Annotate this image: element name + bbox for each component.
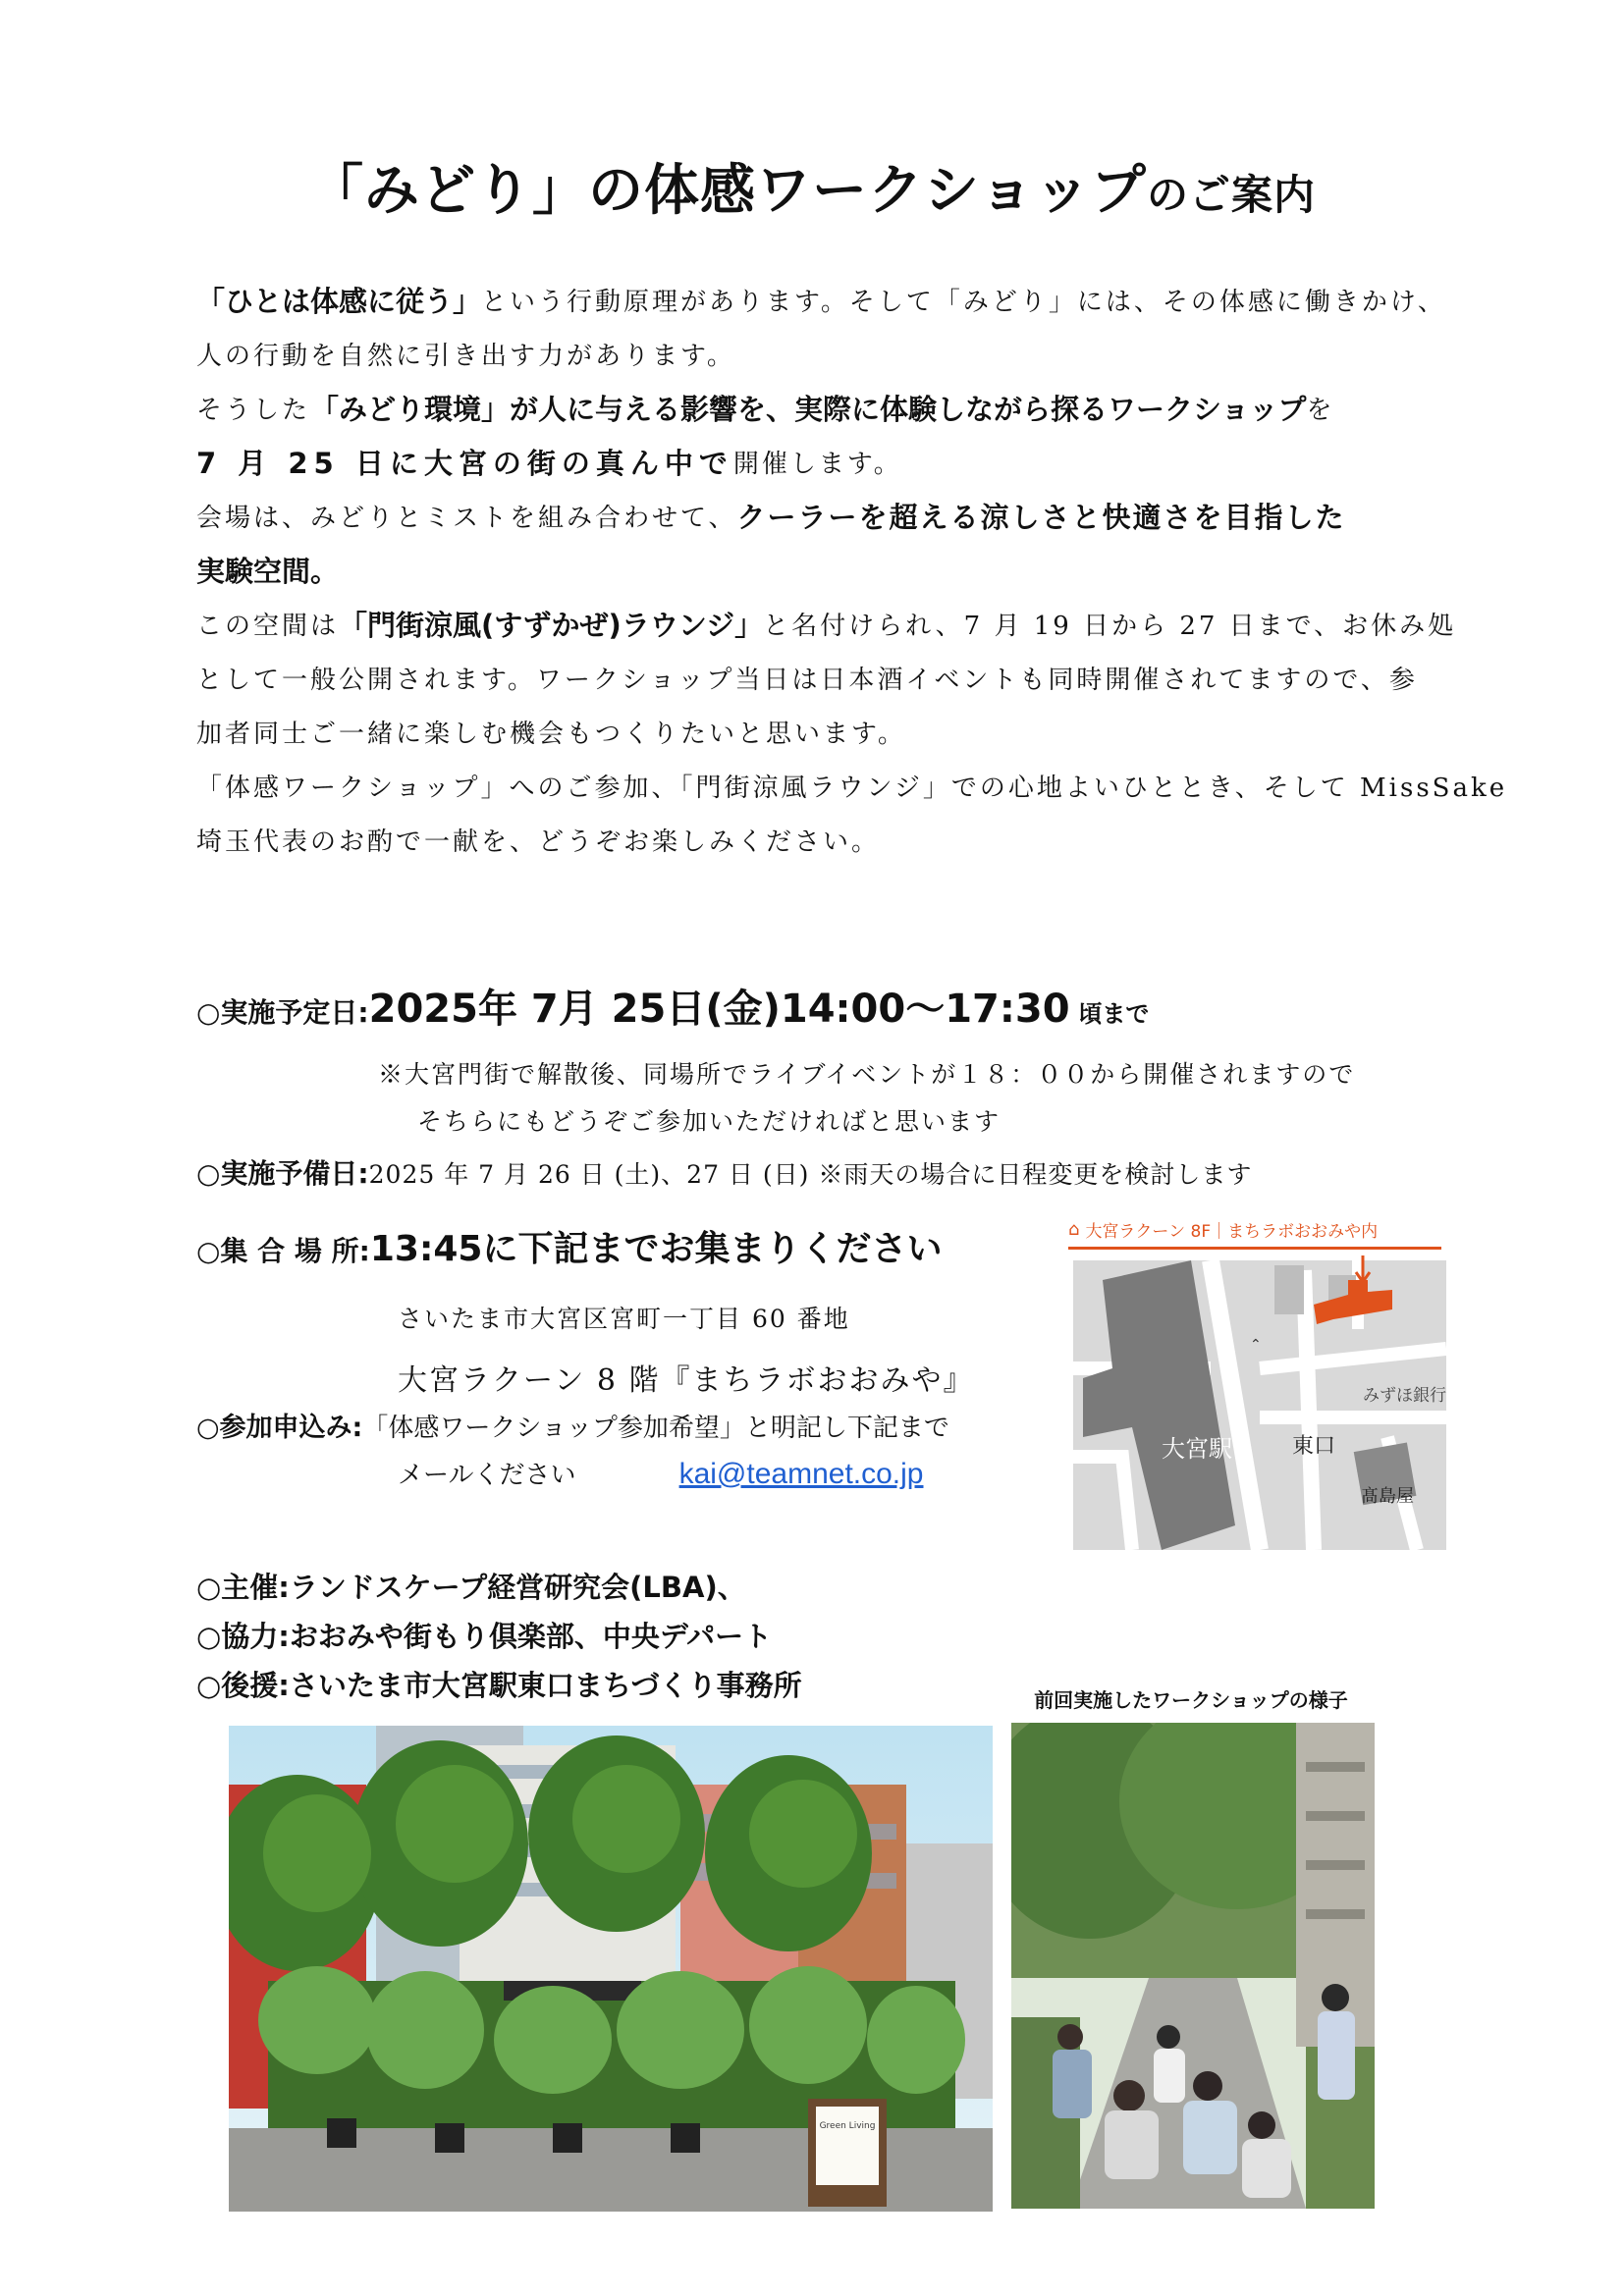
workshop-illustration [1011, 1723, 1375, 2209]
email-link[interactable]: kai@teamnet.co.jp [678, 1458, 924, 1490]
pin-icon: ⌂ [1068, 1218, 1080, 1240]
apply-value: 「体感ワークショップ参加希望」と明記し下記まで [362, 1414, 949, 1443]
apply-row [196, 1406, 949, 1444]
credit-host: ○主催:ランドスケープ経営研究会(LBA)、 [196, 1571, 746, 1604]
backup-label: ○実施予備日: [196, 1157, 369, 1190]
photo-caption: 前回実施したワークショップの様子 [1034, 1688, 1348, 1712]
lounge-illustration [229, 1726, 993, 2212]
event-note: そちらにもどうぞご参加いただければと思います [417, 1107, 1001, 1136]
meet-value: 13:45に下記までお集まりください [369, 1229, 943, 1269]
title-suffix: のご案内 [1146, 171, 1316, 219]
map-header [1068, 1211, 1441, 1250]
intro-emphasis: クーラーを超える涼しさと快適さを目指した [736, 501, 1346, 534]
backup-value: 2025 年 7 月 26 日 (土)、27 日 (日) ※雨天の場合に日程変更を検討します [368, 1160, 1253, 1189]
map-exit-label: 東口 [1292, 1434, 1336, 1459]
intro-emphasis: 7 月 25 日に大宮の街の真ん中で [196, 447, 733, 480]
apply-label: ○参加申込み: [196, 1413, 363, 1443]
map-bank-label: みずほ銀行 [1363, 1386, 1446, 1406]
intro-text-span: この空間は [196, 611, 340, 641]
intro-line [196, 761, 1508, 815]
intro-line [196, 599, 1457, 653]
address: さいたま市大宮区宮町一丁目 60 番地 [398, 1305, 850, 1333]
title-main: 「みどり」の体感ワークショップ [308, 159, 1147, 223]
date-value: 2025年 7月 25日(金)14:00～17:30 [368, 987, 1070, 1032]
map-station-label: 大宮駅 [1162, 1435, 1232, 1463]
page-title [0, 147, 1624, 226]
intro-line [196, 815, 1443, 869]
intro-text-span: 会場は、みどりとミストを組み合わせて、 [196, 503, 737, 533]
lounge-photo [229, 1726, 993, 2212]
intro-text-span: そうした [196, 395, 311, 425]
intro-emphasis: 「ひとは体感に従う」 [196, 285, 482, 318]
intro-line [196, 545, 1443, 599]
intro-text-span: を [1306, 395, 1335, 425]
svg-text:⌃: ⌃ [1250, 1337, 1262, 1353]
intro-text-span: という行動原理があります。そして「みどり」には、その体感に働きかけ、 [481, 287, 1446, 317]
event-note: ※大宮門街で解散後、同場所でライブイベントが１８：００から開催されますので [378, 1060, 1356, 1089]
venue: 大宮ラクーン 8 階『まちラボおおみや』 [398, 1363, 975, 1398]
meet-label: ○集 合 場 所: [196, 1235, 370, 1267]
map-store-label: 髙島屋 [1361, 1486, 1414, 1507]
mail-row [398, 1455, 923, 1491]
intro-emphasis: 実験空間。 [196, 555, 340, 588]
sign-text: Green Living [819, 2121, 876, 2131]
intro-line [196, 383, 1443, 437]
workshop-photo [1011, 1723, 1375, 2209]
meet-row [196, 1221, 942, 1271]
date-row [196, 978, 1149, 1034]
intro-text [196, 275, 1508, 869]
intro-text-span: として一般公開されます。ワークショップ当日は日本酒イベントも同時開催されてますので、参 [196, 665, 1418, 695]
credit-coop: ○協力:おおみや街もり倶楽部、中央デパート [196, 1620, 773, 1653]
credit-support: ○後援:さいたま市大宮駅東口まちづくり事務所 [196, 1669, 802, 1702]
intro-text-span: 加者同士ご一緒に楽しむ機会もつくりたいと思います。 [196, 719, 906, 749]
intro-emphasis: 「みどり環境」が人に与える影響を、実際に体験しながら探るワークショップ [310, 393, 1307, 426]
intro-text-span: 「体感ワークショップ」へのご参加、「門街涼風ラウンジ」での心地よいひととき、そして MissSake [196, 773, 1508, 803]
intro-line [196, 707, 1443, 761]
intro-line [196, 653, 1443, 707]
intro-text-span: 人の行動を自然に引き出す力があります。 [196, 341, 735, 371]
date-suffix: 頃まで [1078, 1000, 1150, 1028]
intro-emphasis: 「門街涼風(すずかぜ)ラウンジ」 [339, 609, 764, 642]
intro-text-span: と名付けられ、7 月 19 日から 27 日まで、お休み処 [763, 611, 1457, 641]
mail-prefix: メールください [398, 1461, 576, 1490]
date-label: ○実施予定日: [196, 996, 369, 1029]
map-header-text: 大宮ラクーン 8F｜まちラボおおみや内 [1085, 1221, 1379, 1242]
intro-text-span: 埼玉代表のお酌で一献を、どうぞお楽しみください。 [196, 827, 881, 857]
intro-line [196, 437, 1443, 491]
backup-row [196, 1152, 1252, 1192]
intro-line [196, 275, 1446, 329]
intro-line [196, 329, 1443, 383]
intro-text-span: 開催します。 [732, 449, 902, 479]
intro-line [196, 491, 1443, 545]
